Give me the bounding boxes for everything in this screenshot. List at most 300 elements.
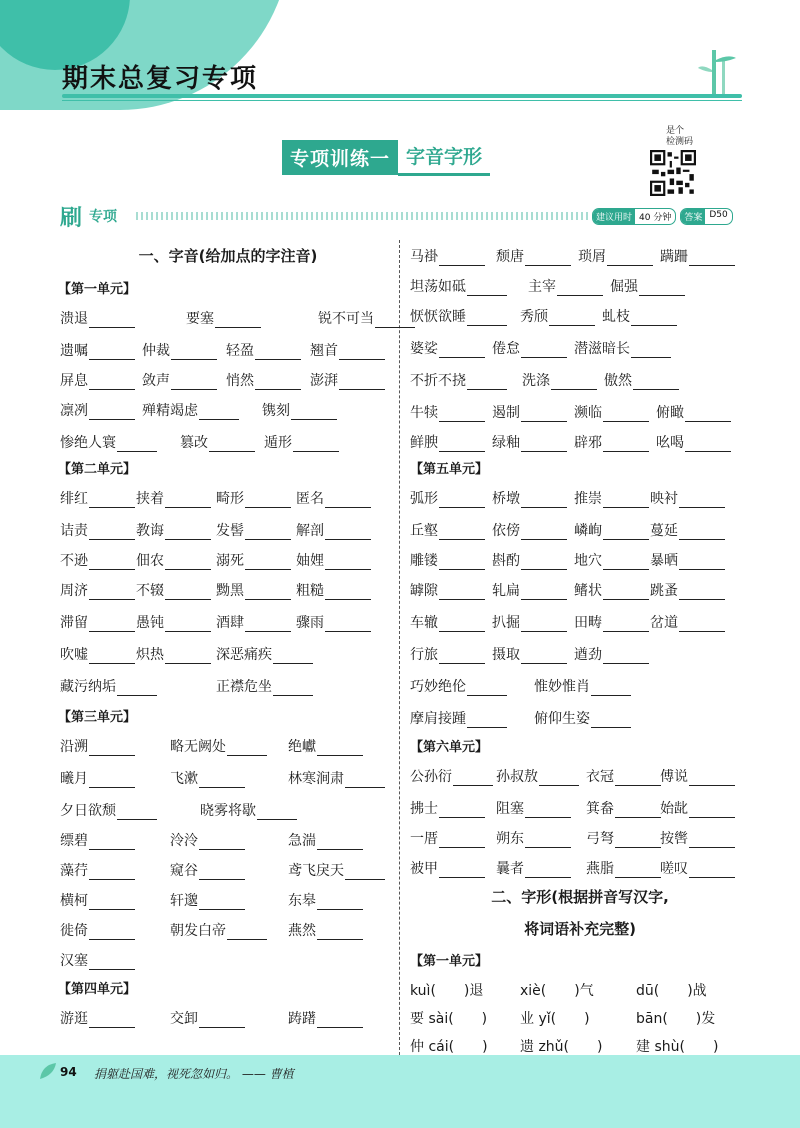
word-text: 交卸	[170, 1011, 198, 1027]
word-item	[296, 612, 371, 632]
word-text: 一厝	[410, 831, 438, 847]
word-text: 傲然	[604, 373, 632, 389]
word-text: 游逛	[60, 1011, 88, 1027]
answer-blank[interactable]	[325, 538, 371, 540]
word-item	[586, 766, 661, 786]
word-item	[136, 612, 211, 632]
word-item	[60, 644, 135, 664]
word-item	[136, 550, 211, 570]
word-text: 不折不挠	[410, 373, 466, 389]
word-text: 粗糙	[296, 583, 324, 599]
answer-blank[interactable]	[165, 538, 211, 540]
word-text: 阻塞	[496, 801, 524, 817]
banner-left: 专项训练一	[282, 140, 398, 175]
word-text: 潜滋暗长	[574, 341, 630, 357]
answer-blank[interactable]	[325, 506, 371, 508]
answer-blank[interactable]	[603, 630, 649, 632]
answer-blank[interactable]	[89, 878, 135, 880]
word-text: 吹嘘	[60, 647, 88, 663]
word-text: 俯瞰	[656, 405, 684, 421]
word-item	[410, 676, 507, 696]
qr-code-icon[interactable]	[650, 150, 696, 196]
word-text: 弓弩	[586, 831, 614, 847]
answer-blank[interactable]	[117, 450, 157, 452]
answer-blank[interactable]	[631, 356, 671, 358]
answer-blank[interactable]	[467, 324, 507, 326]
word-text: 朔东	[496, 831, 524, 847]
word-item	[142, 340, 217, 360]
word-text: 翘首	[310, 343, 338, 359]
answer-blank[interactable]	[521, 420, 567, 422]
answer-blank[interactable]	[467, 726, 507, 728]
word-text: 岔道	[650, 615, 678, 631]
qr-label: 是个 检测码	[666, 126, 694, 147]
word-text: 妯娌	[296, 553, 324, 569]
word-item	[574, 612, 649, 632]
unit-label: 【第四单元】	[58, 982, 137, 997]
bamboo-icon	[698, 48, 738, 94]
word-text: 溺死	[216, 553, 244, 569]
answer-blank[interactable]	[345, 786, 385, 788]
word-item	[288, 920, 363, 940]
word-item	[60, 1008, 135, 1028]
brush-sub-label: 专项	[89, 209, 117, 225]
word-item	[142, 400, 239, 420]
answer-blank[interactable]	[215, 326, 261, 328]
answer-blank[interactable]	[245, 630, 291, 632]
answer-blank[interactable]	[453, 784, 493, 786]
answer-blank[interactable]	[227, 938, 267, 940]
brush-label: 刷	[60, 206, 83, 231]
answer-blank[interactable]	[557, 294, 603, 296]
word-item	[60, 432, 157, 452]
word-text: 绯红	[60, 491, 88, 507]
word-text: 汉塞	[60, 953, 88, 969]
word-item	[410, 338, 485, 358]
answer-blank[interactable]	[539, 784, 579, 786]
answer-blank[interactable]	[525, 876, 571, 878]
word-item	[492, 550, 567, 570]
answer-blank[interactable]	[615, 816, 661, 818]
answer-blank[interactable]	[439, 816, 485, 818]
answer-blank[interactable]	[325, 568, 371, 570]
word-item	[262, 400, 337, 420]
word-text: 嗟叹	[660, 861, 688, 877]
pinyin-item[interactable]: 业 yǐ( )	[520, 1011, 590, 1027]
word-item	[574, 432, 649, 452]
answer-blank[interactable]	[245, 538, 291, 540]
answer-blank[interactable]	[549, 324, 595, 326]
word-item	[410, 798, 485, 818]
word-text: 佃农	[136, 553, 164, 569]
answer-blank[interactable]	[293, 450, 339, 452]
answer-blank[interactable]	[521, 568, 567, 570]
answer-blank[interactable]	[339, 358, 385, 360]
word-text: 辟邪	[574, 435, 602, 451]
answer-blank[interactable]	[551, 388, 597, 390]
word-text: 傅说	[660, 769, 688, 785]
word-item	[610, 276, 685, 296]
answer-blank[interactable]	[199, 418, 239, 420]
answer-blank[interactable]	[209, 450, 255, 452]
word-item	[288, 1008, 363, 1028]
answer-blank[interactable]	[317, 938, 363, 940]
word-text: 巧妙绝伦	[410, 679, 466, 695]
word-text: 篡改	[180, 435, 208, 451]
word-text: 周济	[60, 583, 88, 599]
unit-label: 【第六单元】	[410, 740, 489, 755]
answer-blank[interactable]	[339, 388, 385, 390]
word-item	[288, 830, 363, 850]
answer-blank[interactable]	[439, 506, 485, 508]
word-item	[60, 768, 135, 788]
answer-blank[interactable]	[439, 450, 485, 452]
word-item	[660, 798, 735, 818]
word-item	[410, 828, 485, 848]
answer-blank[interactable]	[199, 1026, 245, 1028]
word-text: 恹恹欲睡	[410, 309, 466, 325]
word-text: 婆娑	[410, 341, 438, 357]
word-item	[186, 308, 261, 328]
answer-blank[interactable]	[603, 450, 649, 452]
word-text: 鳍状	[574, 583, 602, 599]
answer-blank[interactable]	[89, 388, 135, 390]
pinyin-item[interactable]: dū( )战	[636, 983, 707, 999]
answer-blank[interactable]	[165, 662, 211, 664]
answer-blank[interactable]	[165, 598, 211, 600]
answer-blank[interactable]	[89, 506, 135, 508]
pinyin-item[interactable]: 仲 cái( )	[410, 1039, 488, 1055]
answer-blank[interactable]	[257, 818, 297, 820]
answer-blank[interactable]	[273, 662, 313, 664]
word-text: 仲裁	[142, 343, 170, 359]
answer-blank[interactable]	[521, 630, 567, 632]
answer-blank[interactable]	[199, 848, 245, 850]
word-text: 遁形	[264, 435, 292, 451]
word-text: 按辔	[660, 831, 688, 847]
word-item	[180, 432, 255, 452]
word-item	[650, 612, 725, 632]
word-item	[60, 830, 135, 850]
word-text: 倔强	[610, 279, 638, 295]
answer-blank[interactable]	[199, 878, 245, 880]
pinyin-item[interactable]: 建 shù( )	[636, 1039, 719, 1055]
answer-blank[interactable]	[117, 818, 157, 820]
answer-blank[interactable]	[199, 908, 245, 910]
answer-blank[interactable]	[165, 630, 211, 632]
answer-blank[interactable]	[521, 506, 567, 508]
answer-blank[interactable]	[89, 908, 135, 910]
answer-blank[interactable]	[603, 420, 649, 422]
answer-blank[interactable]	[615, 784, 661, 786]
answer-blank[interactable]	[245, 506, 291, 508]
word-item	[492, 338, 567, 358]
answer-blank[interactable]	[89, 786, 135, 788]
answer-blank[interactable]	[171, 358, 217, 360]
answer-blank[interactable]	[171, 388, 217, 390]
word-text: 颓唐	[496, 249, 524, 265]
word-item	[650, 550, 725, 570]
word-item	[410, 644, 485, 664]
answer-blank[interactable]	[439, 876, 485, 878]
word-item	[296, 488, 371, 508]
answer-blank[interactable]	[631, 324, 677, 326]
word-text: 遏制	[492, 405, 520, 421]
answer-blank[interactable]	[615, 876, 661, 878]
answer-blank[interactable]	[165, 568, 211, 570]
word-item	[410, 276, 507, 296]
answer-blank[interactable]	[227, 754, 267, 756]
word-text: 澎湃	[310, 373, 338, 389]
answer-blank[interactable]	[317, 908, 363, 910]
answer-blank[interactable]	[679, 568, 725, 570]
word-text: 牛犊	[410, 405, 438, 421]
word-item	[310, 370, 385, 390]
answer-blank[interactable]	[439, 538, 485, 540]
word-text: 沿溯	[60, 739, 88, 755]
word-item	[216, 550, 291, 570]
word-item	[528, 276, 603, 296]
word-text: 主宰	[528, 279, 556, 295]
answer-blank[interactable]	[439, 662, 485, 664]
word-text: 蹒跚	[660, 249, 688, 265]
pinyin-item[interactable]: kuì( )退	[410, 983, 484, 999]
pinyin-item[interactable]: 要 sài( )	[410, 1011, 488, 1027]
word-item	[296, 550, 371, 570]
answer-blank[interactable]	[603, 506, 649, 508]
word-text: 弧形	[410, 491, 438, 507]
answer-blank[interactable]	[603, 598, 649, 600]
word-item	[216, 488, 291, 508]
word-text: 行旅	[410, 647, 438, 663]
word-text: 映衬	[650, 491, 678, 507]
word-text: 倦怠	[492, 341, 520, 357]
word-text: 雕镂	[410, 553, 438, 569]
answer-blank[interactable]	[679, 630, 725, 632]
answer-blank[interactable]	[89, 630, 135, 632]
word-item	[492, 520, 567, 540]
word-item	[492, 488, 567, 508]
word-item	[170, 830, 245, 850]
answer-blank[interactable]	[603, 568, 649, 570]
answer-blank[interactable]	[689, 816, 735, 818]
answer-blank[interactable]	[317, 1026, 363, 1028]
answer-blank[interactable]	[89, 848, 135, 850]
banner-right: 字音字形	[398, 138, 490, 176]
answer-blank[interactable]	[325, 598, 371, 600]
answer-blank[interactable]	[521, 662, 567, 664]
word-item	[310, 340, 385, 360]
answer-blank[interactable]	[345, 878, 385, 880]
word-text: 骤雨	[296, 615, 324, 631]
time-tag: 建议用时 40 分钟	[592, 208, 676, 225]
word-text: 教诲	[136, 523, 164, 539]
word-text: 不辍	[136, 583, 164, 599]
answer-blank[interactable]	[521, 538, 567, 540]
answer-blank[interactable]	[291, 418, 337, 420]
answer-blank[interactable]	[89, 1026, 135, 1028]
word-item	[660, 858, 735, 878]
section-heading-2a: 二、字形(根据拼音写汉字,	[491, 888, 669, 906]
word-item	[288, 860, 385, 880]
answer-blank[interactable]	[689, 264, 735, 266]
answer-blank[interactable]	[679, 506, 725, 508]
word-text: 林寒涧肃	[288, 771, 344, 787]
answer-blank[interactable]	[439, 568, 485, 570]
pinyin-item[interactable]: 遗 zhǔ( )	[520, 1039, 603, 1055]
word-item	[574, 488, 649, 508]
answer-blank[interactable]	[525, 846, 571, 848]
answer-blank[interactable]	[525, 816, 571, 818]
answer-blank[interactable]	[439, 264, 485, 266]
word-item	[410, 246, 485, 266]
word-item	[492, 644, 567, 664]
word-item	[170, 860, 245, 880]
word-text: 燕脂	[586, 861, 614, 877]
word-text: 急湍	[288, 833, 316, 849]
word-item	[216, 644, 313, 664]
answer-blank[interactable]	[117, 694, 157, 696]
answer-blank[interactable]	[245, 568, 291, 570]
answer-blank[interactable]	[689, 784, 735, 786]
word-text: 虬枝	[602, 309, 630, 325]
word-item	[410, 488, 485, 508]
leaf-icon	[38, 1061, 58, 1081]
answer-blank[interactable]	[255, 358, 301, 360]
word-text: 地穴	[574, 553, 602, 569]
answer-blank[interactable]	[467, 294, 507, 296]
word-text: 依傍	[492, 523, 520, 539]
answer-blank[interactable]	[603, 662, 649, 664]
answer-blank[interactable]	[689, 876, 735, 878]
answer-blank[interactable]	[439, 598, 485, 600]
answer-blank[interactable]	[199, 786, 245, 788]
word-text: 燕然	[288, 923, 316, 939]
word-item	[522, 370, 597, 390]
word-item	[296, 520, 371, 540]
word-item	[170, 768, 245, 788]
answer-blank[interactable]	[521, 450, 567, 452]
answer-blank[interactable]	[89, 754, 135, 756]
word-item	[660, 246, 735, 266]
word-item	[226, 370, 301, 390]
answer-blank[interactable]	[467, 388, 507, 390]
answer-blank[interactable]	[89, 418, 135, 420]
word-text: 田畴	[574, 615, 602, 631]
answer-blank[interactable]	[591, 694, 631, 696]
answer-blank[interactable]	[603, 538, 649, 540]
word-text: 解剖	[296, 523, 324, 539]
tag-row	[592, 208, 733, 225]
answer-blank[interactable]	[679, 598, 725, 600]
word-item	[656, 432, 731, 452]
word-text: 吆喝	[656, 435, 684, 451]
word-text: 斟酌	[492, 553, 520, 569]
word-text: 车辙	[410, 615, 438, 631]
word-text: 绝巘	[288, 739, 316, 755]
word-text: 晓雾将歇	[200, 803, 256, 819]
answer-blank[interactable]	[467, 694, 507, 696]
word-text: 轻盈	[226, 343, 254, 359]
answer-blank[interactable]	[685, 450, 731, 452]
answer-blank[interactable]	[89, 662, 135, 664]
word-text: 跳蚤	[650, 583, 678, 599]
pinyin-item[interactable]: xiè( )气	[520, 983, 594, 999]
unit-label: 【第二单元】	[58, 462, 137, 477]
answer-blank[interactable]	[325, 630, 371, 632]
word-item	[226, 340, 301, 360]
answer-blank[interactable]	[439, 356, 485, 358]
word-text: 横柯	[60, 893, 88, 909]
answer-blank[interactable]	[89, 938, 135, 940]
word-item	[60, 890, 135, 910]
word-item	[496, 766, 579, 786]
word-text: 被甲	[410, 861, 438, 877]
answer-blank[interactable]	[89, 538, 135, 540]
answer-blank[interactable]	[685, 420, 731, 422]
word-text: 藏污纳垢	[60, 679, 116, 695]
answer-blank[interactable]	[615, 846, 661, 848]
answer-blank[interactable]	[89, 358, 135, 360]
answer-blank[interactable]	[521, 356, 567, 358]
word-item	[410, 708, 507, 728]
answer-blank[interactable]	[317, 754, 363, 756]
word-text: 溃退	[60, 311, 88, 327]
word-text: 黝黑	[216, 583, 244, 599]
answer-blank[interactable]	[245, 598, 291, 600]
answer-blank[interactable]	[439, 846, 485, 848]
answer-blank[interactable]	[255, 388, 301, 390]
word-item	[586, 828, 661, 848]
word-item	[60, 676, 157, 696]
answer-blank[interactable]	[639, 294, 685, 296]
word-text: 窥谷	[170, 863, 198, 879]
word-text: 炽热	[136, 647, 164, 663]
answer-blank[interactable]	[439, 420, 485, 422]
answer-blank[interactable]	[317, 848, 363, 850]
answer-blank[interactable]	[89, 568, 135, 570]
answer-blank[interactable]	[439, 630, 485, 632]
answer-blank[interactable]	[273, 694, 313, 696]
answer-blank[interactable]	[89, 598, 135, 600]
pinyin-item[interactable]: bān( )发	[636, 1011, 716, 1027]
answer-blank[interactable]	[165, 506, 211, 508]
section-banner	[282, 140, 490, 174]
word-item	[410, 612, 485, 632]
word-text: 凛冽	[60, 403, 88, 419]
word-text: 藻荇	[60, 863, 88, 879]
word-item	[410, 306, 507, 326]
word-text: 暴晒	[650, 553, 678, 569]
word-item	[318, 308, 415, 328]
word-text: 曩者	[496, 861, 524, 877]
answer-blank[interactable]	[89, 326, 135, 328]
answer-blank[interactable]	[633, 388, 679, 390]
word-text: 俯仰生姿	[534, 711, 590, 727]
answer-blank[interactable]	[89, 968, 135, 970]
word-text: 悄然	[226, 373, 254, 389]
word-item	[60, 520, 135, 540]
answer-blank[interactable]	[525, 264, 571, 266]
answer-blank[interactable]	[521, 598, 567, 600]
section-heading-1: 一、字音(给加点的字注音)	[138, 247, 318, 265]
answer-blank[interactable]	[679, 538, 725, 540]
answer-blank[interactable]	[689, 846, 735, 848]
answer-blank[interactable]	[607, 264, 653, 266]
word-text: 屏息	[60, 373, 88, 389]
answer-blank[interactable]	[375, 326, 415, 328]
answer-blank[interactable]	[591, 726, 631, 728]
